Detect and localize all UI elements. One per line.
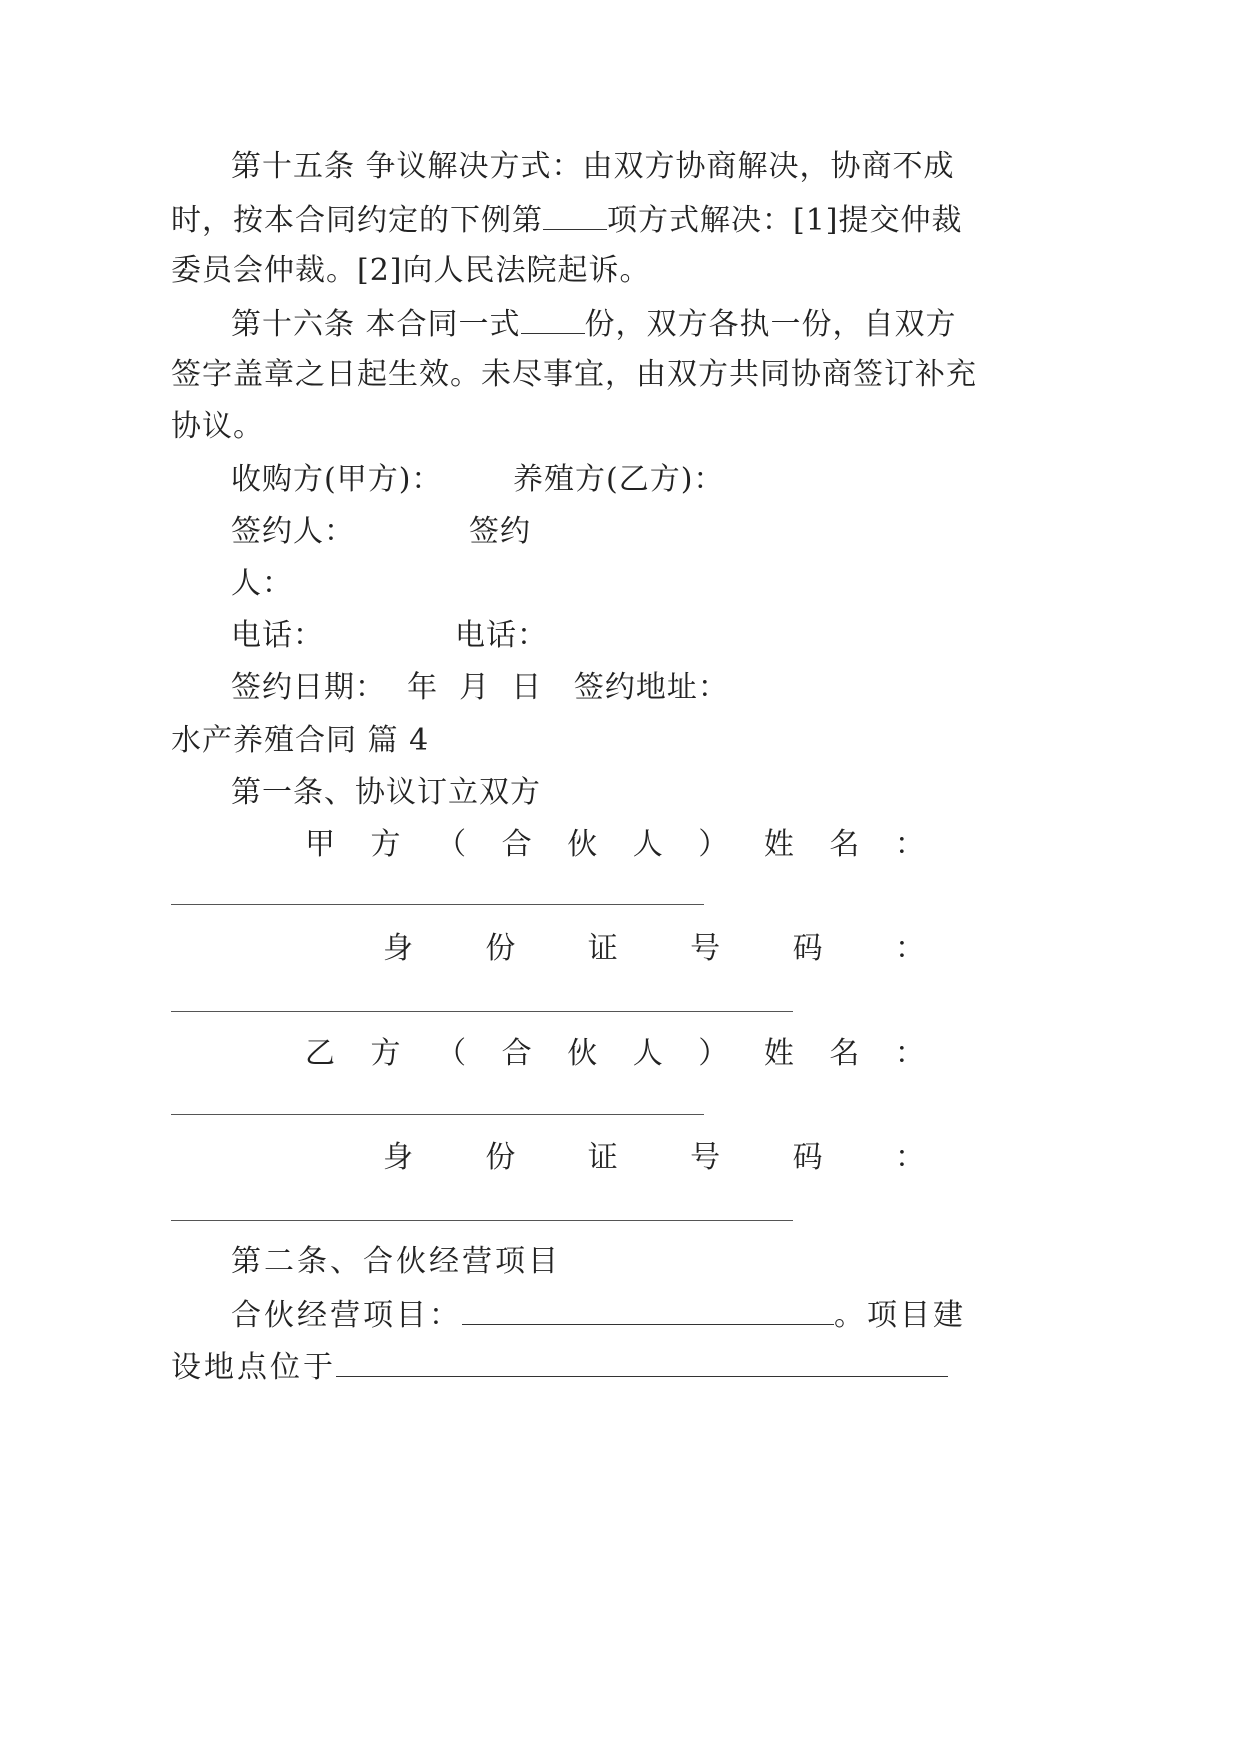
option-number-blank[interactable]	[543, 199, 607, 230]
phone-b-label: 电话：	[455, 618, 548, 653]
char: 人	[632, 827, 663, 862]
buyer-party-label: 收购方(甲方)：	[231, 462, 443, 497]
char: 姓	[763, 1036, 794, 1071]
char: 乙	[305, 1036, 335, 1071]
art2-line2	[171, 1346, 948, 1388]
char: （	[436, 1036, 467, 1071]
signer-b-label-part1: 签约	[469, 514, 531, 549]
art15-line3: 委员会仲裁。[2]向人民法院起诉。	[171, 253, 651, 288]
char: 姓	[763, 827, 794, 862]
char: 证	[587, 1140, 618, 1175]
char: 证	[587, 931, 618, 966]
art2-line1-text-b: 。项目建	[834, 1298, 966, 1333]
char: 名	[829, 827, 860, 862]
char: 号	[690, 1140, 721, 1175]
char: 方	[370, 827, 401, 862]
char: 身	[383, 931, 413, 966]
char: ：	[894, 931, 925, 966]
party-b-name-blank[interactable]	[171, 1114, 704, 1115]
art15-line1: 第十五条 争议解决方式：由双方协商解决，协商不成	[231, 149, 955, 184]
char: 码	[792, 1140, 823, 1175]
party-a-name-label	[305, 825, 925, 865]
art15-line2-text-a: 时，按本合同约定的下例第	[171, 203, 543, 238]
party-a-id-label	[383, 929, 925, 969]
signer-b-label-part2: 人：	[231, 566, 293, 601]
char: ：	[894, 827, 925, 862]
char: ：	[894, 1036, 925, 1071]
signer-a-label: 签约人：	[231, 514, 355, 549]
char: 名	[829, 1036, 860, 1071]
char: 号	[690, 931, 721, 966]
char: 合	[501, 827, 532, 862]
sign-date-address-line: 签约日期： 年 月 日 签约地址：	[231, 670, 729, 705]
art2-line1-text-a: 合伙经营项目：	[231, 1298, 462, 1333]
char: 合	[501, 1036, 532, 1071]
char: ：	[894, 1140, 925, 1175]
char: ）	[698, 1036, 729, 1071]
project-blank[interactable]	[462, 1294, 834, 1325]
art15-line2	[171, 199, 963, 241]
art2-line1	[231, 1294, 966, 1336]
art2-line2-text-a: 设地点位于	[171, 1350, 336, 1385]
party-a-name-blank[interactable]	[171, 904, 704, 905]
char: 伙	[567, 1036, 598, 1071]
art16-line1-text-b: 份，双方各执一份，自双方	[584, 307, 957, 342]
art16-line2: 签字盖章之日起生效。未尽事宜，由双方共同协商签订补充	[171, 357, 977, 392]
char: 甲	[305, 827, 335, 862]
section-title: 水产养殖合同 篇 4	[171, 723, 430, 758]
art1-heading: 第一条、协议订立双方	[231, 775, 541, 810]
party-b-id-label	[383, 1138, 925, 1178]
char: ）	[698, 827, 729, 862]
farmer-party-label: 养殖方(乙方)：	[513, 462, 725, 497]
art16-line3: 协议。	[171, 409, 264, 444]
copies-blank[interactable]	[521, 303, 585, 334]
party-b-id-blank[interactable]	[171, 1220, 793, 1221]
party-a-id-blank[interactable]	[171, 1011, 793, 1012]
char: 份	[485, 1140, 516, 1175]
art16-line1	[231, 303, 957, 345]
location-blank[interactable]	[336, 1346, 948, 1377]
party-b-name-label	[305, 1034, 925, 1074]
art2-heading: 第二条、合伙经营项目	[231, 1244, 561, 1279]
char: 身	[383, 1140, 413, 1175]
char: 人	[632, 1036, 663, 1071]
char: （	[436, 827, 467, 862]
phone-a-label: 电话：	[231, 618, 324, 653]
char: 份	[485, 931, 516, 966]
art15-line2-text-b: 项方式解决：[1]提交仲裁	[607, 203, 963, 238]
char: 码	[792, 931, 823, 966]
art16-line1-text-a: 第十六条 本合同一式	[231, 307, 521, 342]
char: 方	[370, 1036, 401, 1071]
char: 伙	[567, 827, 598, 862]
